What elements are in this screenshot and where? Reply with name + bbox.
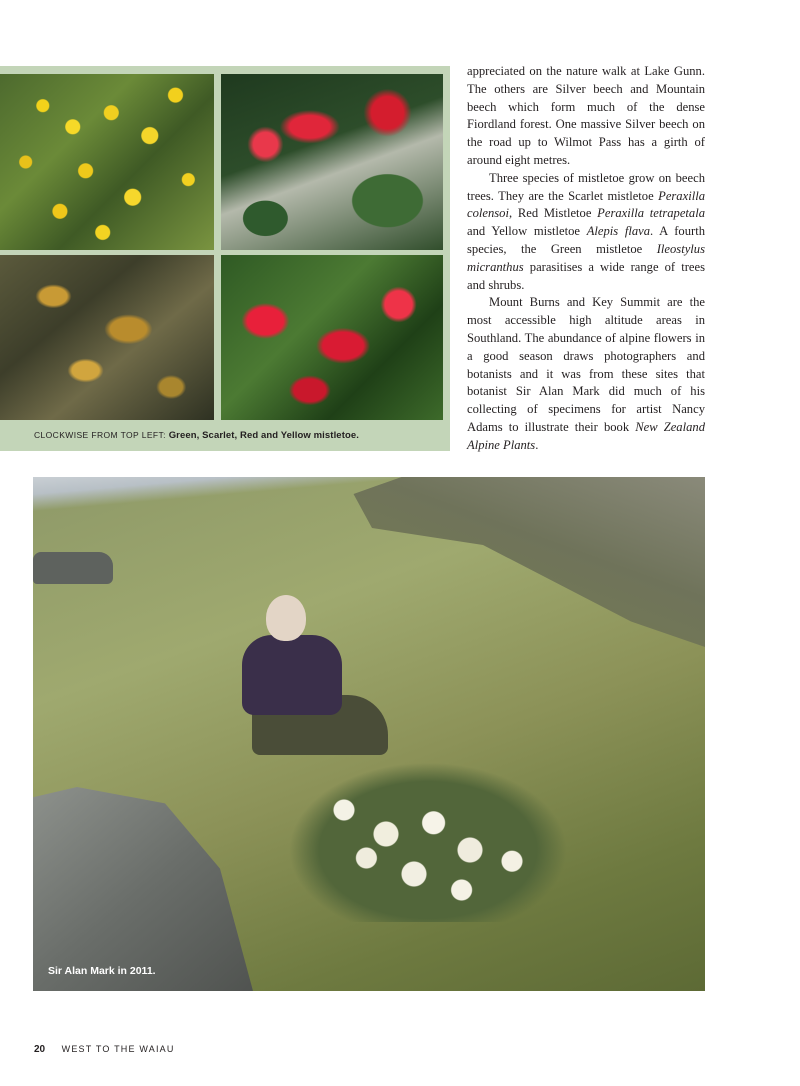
green-mistletoe-photo xyxy=(0,255,214,420)
boulder-small xyxy=(33,552,113,584)
yellow-mistletoe-photo xyxy=(0,74,214,250)
photo-caption: Sir Alan Mark in 2011. xyxy=(48,965,156,977)
paragraph-1: appreciated on the nature walk at Lake Gunn. The others are Silver beech and Mountain beech which form much of the dense Fiordland forest. One massive Silver beech on the road up to Wilmot Pass has a girth of around eight metres. xyxy=(467,64,705,167)
page-footer xyxy=(34,1044,175,1055)
boulder-large xyxy=(33,787,253,991)
botanist-figure xyxy=(238,595,388,785)
alan-mark-photo xyxy=(33,477,705,991)
paragraph-3: Mount Burns and Key Summit are the most accessible high altitude areas in Southland. The abundance of alpine flowers in a good season draws photographers and botanists and it was from these sites that botanist Sir Alan Mark did much of his collecting of specimens for artist Nancy Adams to illustrate their book New Zealand Alpine Plants. xyxy=(467,295,705,452)
paragraph-2: Three species of mistletoe grow on beech trees. They are the Scarlet mistletoe Peraxilla colensoi, Red Mistletoe Peraxilla tetrapetala and Yellow mistletoe Alepis flava. A fourth species, the Green mistletoe Ileostylus micranthus parasitises a wide range of trees and shrubs. xyxy=(467,170,706,292)
caption-text: Green, Scarlet, Red and Yellow mistletoe. xyxy=(168,430,359,441)
mountain-ridge xyxy=(335,477,705,647)
mistletoe-photo-grid xyxy=(0,66,450,451)
running-title: WEST TO THE WAIAU xyxy=(61,1044,175,1054)
scarlet-mistletoe-photo xyxy=(221,74,443,250)
caption-lead: CLOCKWISE FROM TOP LEFT: xyxy=(34,430,166,440)
article-body xyxy=(467,63,705,455)
alpine-flowers xyxy=(288,762,568,922)
page-number: 20 xyxy=(34,1044,46,1055)
red-mistletoe-photo xyxy=(221,255,443,420)
photo-grid-caption xyxy=(34,430,434,441)
